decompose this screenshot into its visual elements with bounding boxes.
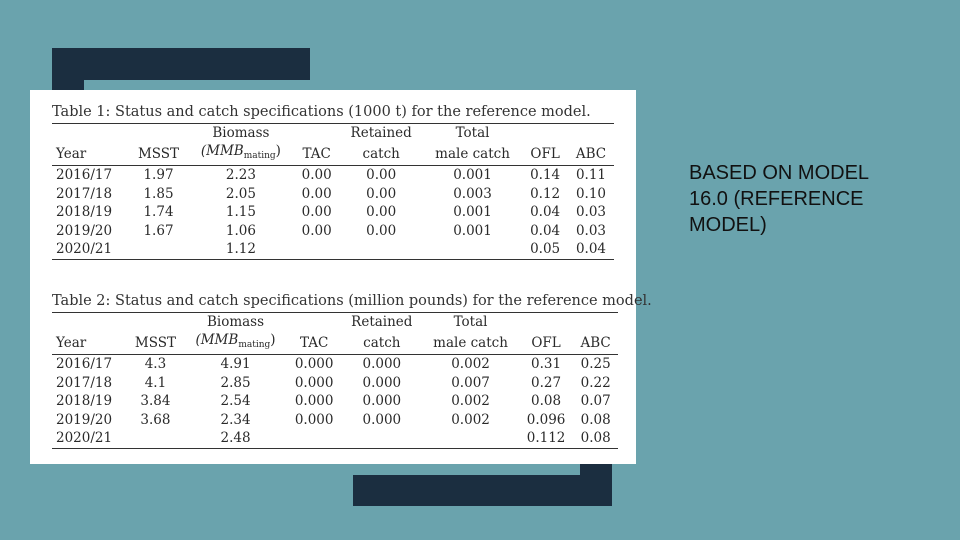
table-cell: 0.11	[575, 167, 607, 183]
table-1-header-mmb	[188, 142, 294, 166]
table-cell: 0.002	[451, 356, 490, 372]
decorative-bar-bottom	[353, 475, 612, 506]
table-2-header-cell	[52, 313, 127, 332]
table-1-header-male-catch: male catch	[435, 145, 510, 162]
table-cell: 0.002	[451, 393, 490, 409]
table-cell: 0.096	[526, 411, 566, 428]
table-cell	[341, 429, 422, 448]
table-cell	[340, 240, 423, 259]
table-cell: 1.12	[225, 241, 256, 257]
mmb-label: (MMB	[195, 332, 239, 348]
table-2-header-biomass: Biomass	[206, 314, 265, 330]
table-row	[52, 374, 618, 393]
table-cell	[422, 429, 519, 448]
table-cell: 0.00	[366, 204, 397, 220]
mmb-label: (MMB	[200, 143, 244, 159]
table-cell: 0.112	[526, 430, 566, 446]
table-1-header-row-2	[52, 142, 614, 166]
table-cell: 4.3	[144, 356, 167, 372]
tables-image-panel	[30, 90, 652, 464]
table-cell: 2017/18	[56, 185, 113, 202]
table-row	[52, 222, 614, 241]
decorative-bar-top	[52, 48, 310, 80]
table-row	[52, 411, 618, 430]
table-cell: 2019/20	[56, 222, 113, 239]
table-cell: 0.22	[580, 374, 611, 391]
table-2-header-row-1	[52, 313, 618, 332]
table-1-header-abc: ABC	[575, 145, 607, 162]
table-cell: 0.08	[580, 411, 611, 428]
table-cell: 0.00	[301, 167, 332, 183]
table-cell: 0.14	[530, 167, 561, 183]
table-cell: 0.000	[362, 393, 402, 409]
table-cell: 0.03	[575, 204, 607, 220]
table-1-grid	[52, 123, 614, 260]
table-row	[52, 185, 614, 204]
table-cell: 3.68	[140, 411, 171, 428]
table-cell: 1.97	[143, 167, 174, 183]
table-row	[52, 355, 618, 374]
table-row	[52, 240, 614, 259]
table-cell: 4.91	[220, 356, 251, 372]
table-cell: 0.000	[294, 411, 334, 428]
table-1-header-cell	[129, 124, 188, 143]
table-row	[52, 166, 614, 185]
table-cell: 0.001	[453, 204, 492, 220]
table-cell: 0.000	[294, 374, 334, 391]
table-cell: 0.00	[301, 222, 332, 239]
table-1-header-row-1	[52, 124, 614, 143]
table-2-header-msst: MSST	[134, 334, 176, 351]
table-2	[52, 293, 652, 449]
table-1-header-year: Year	[56, 145, 87, 162]
table-2-header-abc: ABC	[580, 334, 611, 351]
table-1	[52, 104, 614, 260]
table-cell: 2.05	[225, 185, 256, 202]
table-1-header-cell	[568, 124, 614, 143]
table-cell	[129, 240, 188, 259]
table-cell: 0.000	[294, 356, 334, 372]
table-cell: 0.07	[580, 393, 611, 409]
table-cell: 0.31	[531, 356, 562, 372]
table-2-body	[52, 355, 618, 449]
table-2-header-catch: catch	[363, 334, 401, 351]
table-cell: 0.002	[451, 411, 490, 428]
table-cell: 0.04	[530, 222, 561, 239]
table-cell: 1.67	[143, 222, 174, 239]
table-cell: 0.03	[575, 222, 607, 239]
table-1-header-biomass: Biomass	[212, 125, 270, 141]
table-2-header-total: Total	[453, 314, 488, 330]
table-cell: 2.23	[225, 167, 256, 183]
table-cell: 2018/19	[56, 204, 113, 220]
table-2-header-year: Year	[56, 334, 87, 351]
table-row	[52, 429, 618, 448]
table-cell: 1.15	[225, 204, 256, 220]
table-cell: 0.00	[366, 167, 397, 183]
table-cell: 0.08	[580, 430, 611, 446]
mmb-close-paren: )	[275, 143, 281, 159]
table-2-grid	[52, 312, 618, 449]
table-1-header-catch: catch	[362, 145, 400, 162]
mmb-subscript: mating	[243, 151, 276, 161]
mmb-subscript: mating	[238, 340, 271, 350]
table-1-header-cell	[522, 124, 568, 143]
table-2-header-retained: Retained	[351, 314, 413, 330]
table-cell: 0.10	[575, 185, 607, 202]
table-cell: 2016/17	[56, 356, 113, 372]
table-cell: 0.05	[530, 241, 561, 257]
table-cell: 0.001	[453, 222, 492, 239]
table-1-header-ofl: OFL	[530, 145, 560, 162]
table-cell	[287, 429, 341, 448]
table-cell: 0.00	[366, 185, 397, 202]
slide-side-text: BASED ON MODEL 16.0 (REFERENCE MODEL)	[689, 162, 870, 236]
table-cell: 0.25	[580, 356, 611, 372]
table-cell: 2020/21	[56, 430, 113, 446]
table-row	[52, 392, 618, 411]
table-cell: 0.000	[362, 356, 402, 372]
table-2-header-cell	[519, 313, 573, 332]
table-cell: 0.27	[531, 374, 562, 391]
table-cell: 0.000	[362, 411, 402, 428]
table-cell: 0.04	[575, 241, 607, 257]
table-cell: 4.1	[144, 374, 167, 391]
table-cell: 2.34	[220, 411, 251, 428]
table-1-header-retained: Retained	[350, 125, 412, 141]
table-1-header-msst: MSST	[137, 145, 180, 162]
table-cell: 1.85	[143, 185, 174, 202]
table-cell: 0.04	[530, 204, 561, 220]
table-cell: 0.007	[451, 374, 490, 391]
table-1-header-total: Total	[455, 125, 490, 141]
table-cell: 1.74	[143, 204, 174, 220]
table-cell: 0.00	[301, 204, 332, 220]
table-1-caption: Table 1: Status and catch specifications (1000 t) for the reference model.	[52, 104, 591, 120]
table-cell: 2.85	[220, 374, 251, 391]
table-cell: 0.000	[294, 393, 334, 409]
table-cell	[294, 240, 340, 259]
table-cell: 2.48	[220, 430, 251, 446]
table-cell: 0.003	[453, 185, 492, 202]
table-cell: 0.001	[453, 167, 492, 183]
table-2-header-mmb	[184, 331, 287, 355]
table-2-header-row-2	[52, 331, 618, 355]
table-2-caption: Table 2: Status and catch specifications (million pounds) for the reference model.	[52, 293, 652, 309]
table-cell: 0.12	[530, 185, 561, 202]
table-cell	[423, 240, 522, 259]
table-cell: 2019/20	[56, 411, 113, 428]
table-cell: 2016/17	[56, 167, 113, 183]
table-cell: 0.00	[301, 185, 332, 202]
mmb-close-paren: )	[270, 332, 276, 348]
table-cell: 0.08	[531, 393, 562, 409]
table-row	[52, 203, 614, 222]
table-2-header-cell	[573, 313, 618, 332]
table-cell: 0.000	[362, 374, 402, 391]
table-1-header-cell	[52, 124, 129, 143]
table-2-header-tac: TAC	[299, 334, 329, 351]
table-cell: 3.84	[140, 393, 171, 409]
table-2-header-ofl: OFL	[531, 334, 561, 351]
table-cell: 1.06	[225, 222, 256, 239]
table-cell: 2018/19	[56, 393, 113, 409]
table-cell	[127, 429, 184, 448]
table-cell: 2.54	[220, 393, 251, 409]
table-cell: 2020/21	[56, 241, 113, 257]
table-1-body	[52, 166, 614, 260]
table-2-header-cell	[127, 313, 184, 332]
table-cell: 0.00	[366, 222, 397, 239]
table-2-header-male-catch: male catch	[433, 334, 508, 351]
table-cell: 2017/18	[56, 374, 113, 391]
table-2-header-cell	[287, 313, 341, 332]
table-1-header-cell	[294, 124, 340, 143]
table-1-header-tac: TAC	[302, 145, 331, 162]
